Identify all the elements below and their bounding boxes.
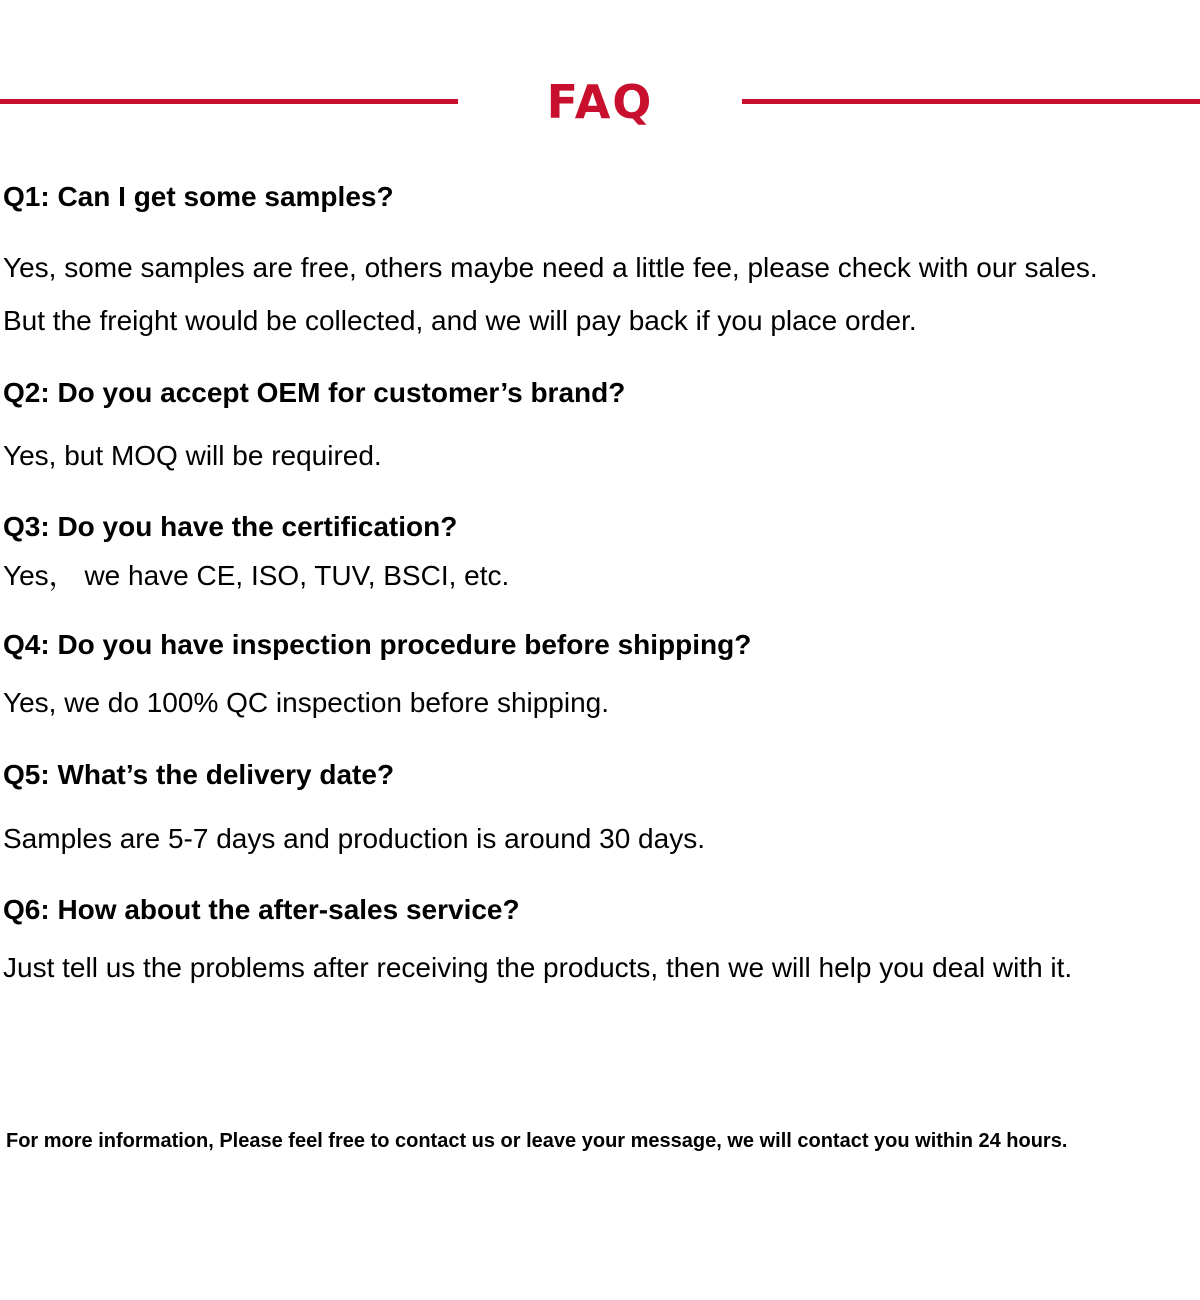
header-divider-left xyxy=(0,99,458,104)
faq-answer-1-line-2: But the freight would be collected, and we will pay back if you place order. xyxy=(3,305,917,336)
faq-question-1: Q1: Can I get some samples? xyxy=(3,181,394,212)
faq-question-4: Q4: Do you have inspection procedure before shipping? xyxy=(3,629,752,660)
faq-answer-1-line-1: Yes, some samples are free, others maybe need a little fee, please check with our sales. xyxy=(3,252,1098,283)
faq-answer-6: Just tell us the problems after receiving the products, then we will help you deal with it. xyxy=(3,952,1073,983)
contact-note: For more information, Please feel free to contact us or leave your message, we will contact you within 24 hours. xyxy=(6,1130,1068,1152)
faq-header xyxy=(0,70,1200,134)
faq-answer-3: Yes， we have CE, ISO, TUV, BSCI, etc. xyxy=(3,560,510,591)
faq-answer-2: Yes, but MOQ will be required. xyxy=(3,440,382,471)
faq-answer-4: Yes, we do 100% QC inspection before shipping. xyxy=(3,687,610,718)
faq-question-3: Q3: Do you have the certification? xyxy=(3,511,458,542)
faq-question-5: Q5: What’s the delivery date? xyxy=(3,759,395,790)
faq-question-2: Q2: Do you accept OEM for customer’s brand? xyxy=(3,377,626,408)
faq-answer-5: Samples are 5-7 days and production is around 30 days. xyxy=(3,823,705,854)
faq-question-6: Q6: How about the after-sales service? xyxy=(3,894,520,925)
page-title: FAQ xyxy=(546,75,654,129)
header-divider-right xyxy=(742,99,1200,104)
